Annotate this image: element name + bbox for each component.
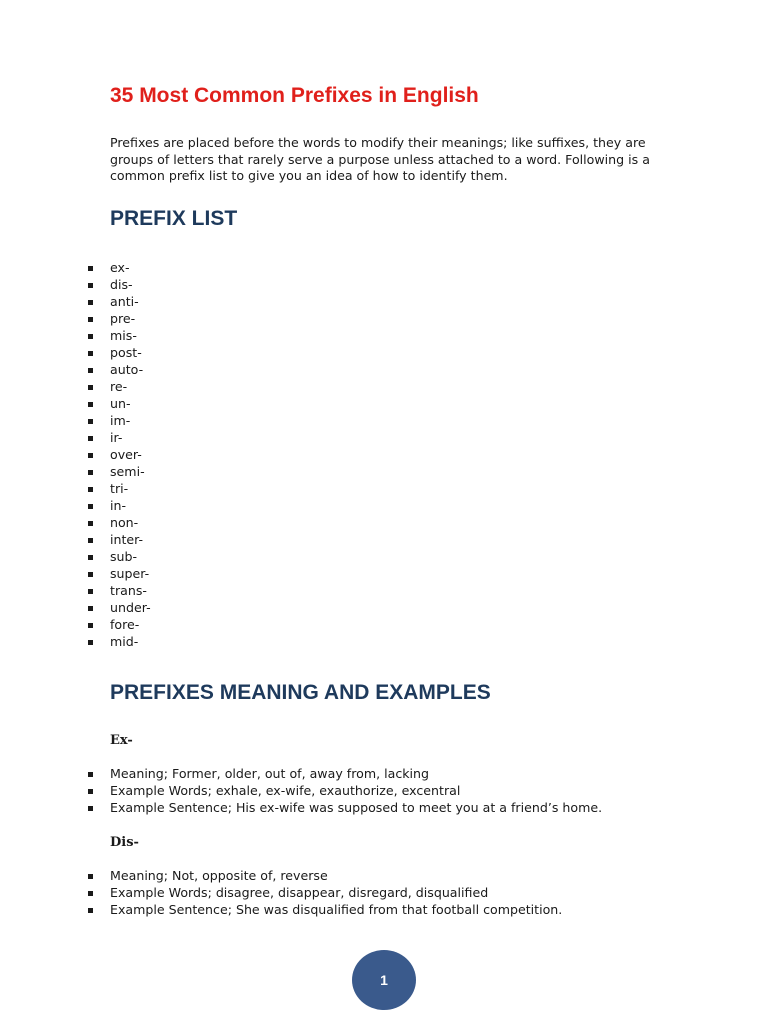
prefix-text: auto- xyxy=(110,362,144,377)
prefix-text: over- xyxy=(110,447,142,462)
list-item xyxy=(88,344,151,361)
list-item xyxy=(88,310,151,327)
prefix-detail-list-dis xyxy=(88,867,562,918)
example-sentence-text: Example Sentence; She was disqualified from that football competition. xyxy=(110,902,563,917)
square-bullet-icon xyxy=(88,521,93,526)
list-item xyxy=(88,633,151,650)
prefix-text: in- xyxy=(110,498,127,513)
list-item xyxy=(88,901,562,918)
prefix-text: re- xyxy=(110,379,128,394)
list-item xyxy=(88,565,151,582)
meaning-text: Meaning; Not, opposite of, reverse xyxy=(110,868,328,883)
square-bullet-icon xyxy=(88,300,93,305)
square-bullet-icon xyxy=(88,555,93,560)
square-bullet-icon xyxy=(88,334,93,339)
square-bullet-icon xyxy=(88,789,93,794)
prefix-text: pre- xyxy=(110,311,136,326)
square-bullet-icon xyxy=(88,351,93,356)
prefix-subheading-ex: Ex- xyxy=(110,733,133,748)
list-item xyxy=(88,548,151,565)
list-item xyxy=(88,446,151,463)
square-bullet-icon xyxy=(88,891,93,896)
prefix-text: inter- xyxy=(110,532,144,547)
prefix-text: im- xyxy=(110,413,131,428)
square-bullet-icon xyxy=(88,453,93,458)
square-bullet-icon xyxy=(88,589,93,594)
prefix-text: dis- xyxy=(110,277,133,292)
list-item xyxy=(88,531,151,548)
square-bullet-icon xyxy=(88,266,93,271)
meanings-heading: PREFIXES MEANING AND EXAMPLES xyxy=(110,681,491,704)
list-item xyxy=(88,327,151,344)
list-item xyxy=(88,361,151,378)
square-bullet-icon xyxy=(88,772,93,777)
square-bullet-icon xyxy=(88,806,93,811)
prefix-list xyxy=(88,259,151,650)
example-words-text: Example Words; exhale, ex-wife, exauthorize, excentral xyxy=(110,783,461,798)
list-item xyxy=(88,782,602,799)
square-bullet-icon xyxy=(88,572,93,577)
list-item xyxy=(88,378,151,395)
prefix-text: ir- xyxy=(110,430,123,445)
prefix-text: under- xyxy=(110,600,151,615)
square-bullet-icon xyxy=(88,419,93,424)
example-words-text: Example Words; disagree, disappear, disregard, disqualified xyxy=(110,885,489,900)
prefix-text: anti- xyxy=(110,294,139,309)
square-bullet-icon xyxy=(88,538,93,543)
list-item xyxy=(88,799,602,816)
list-item xyxy=(88,293,151,310)
page-number: 1 xyxy=(380,972,388,988)
square-bullet-icon xyxy=(88,606,93,611)
prefix-subheading-dis: Dis- xyxy=(110,835,139,850)
prefix-text: tri- xyxy=(110,481,129,496)
square-bullet-icon xyxy=(88,368,93,373)
prefix-text: ex- xyxy=(110,260,130,275)
document-title: 35 Most Common Prefixes in English xyxy=(110,84,479,107)
prefix-text: super- xyxy=(110,566,150,581)
square-bullet-icon xyxy=(88,317,93,322)
prefix-detail-list-ex xyxy=(88,765,602,816)
meaning-text: Meaning; Former, older, out of, away from, lacking xyxy=(110,766,430,781)
prefix-text: un- xyxy=(110,396,131,411)
square-bullet-icon xyxy=(88,470,93,475)
list-item xyxy=(88,480,151,497)
square-bullet-icon xyxy=(88,504,93,509)
list-item xyxy=(88,884,562,901)
prefix-text: non- xyxy=(110,515,139,530)
list-item xyxy=(88,616,151,633)
prefix-list-heading: PREFIX LIST xyxy=(110,207,238,230)
square-bullet-icon xyxy=(88,874,93,879)
list-item xyxy=(88,395,151,412)
square-bullet-icon xyxy=(88,385,93,390)
square-bullet-icon xyxy=(88,436,93,441)
square-bullet-icon xyxy=(88,283,93,288)
list-item xyxy=(88,463,151,480)
prefix-text: semi- xyxy=(110,464,145,479)
prefix-text: mis- xyxy=(110,328,137,343)
square-bullet-icon xyxy=(88,640,93,645)
list-item xyxy=(88,259,151,276)
list-item xyxy=(88,429,151,446)
example-sentence-text: Example Sentence; His ex-wife was supposed to meet you at a friend’s home. xyxy=(110,800,603,815)
list-item xyxy=(88,867,562,884)
square-bullet-icon xyxy=(88,402,93,407)
prefix-text: post- xyxy=(110,345,142,360)
list-item xyxy=(88,497,151,514)
prefix-text: sub- xyxy=(110,549,138,564)
list-item xyxy=(88,514,151,531)
intro-paragraph: Prefixes are placed before the words to modify their meanings; like suffixes, they are groups of letters that rarely serve a purpose unless attached to a word. Following is a common prefix list to give you an idea of how to identify them. xyxy=(110,135,650,183)
square-bullet-icon xyxy=(88,908,93,913)
list-item xyxy=(88,765,602,782)
list-item xyxy=(88,276,151,293)
square-bullet-icon xyxy=(88,487,93,492)
list-item xyxy=(88,412,151,429)
list-item xyxy=(88,599,151,616)
page-number-badge xyxy=(352,950,416,1010)
prefix-text: trans- xyxy=(110,583,147,598)
prefix-text: fore- xyxy=(110,617,140,632)
square-bullet-icon xyxy=(88,623,93,628)
prefix-text: mid- xyxy=(110,634,139,649)
list-item xyxy=(88,582,151,599)
